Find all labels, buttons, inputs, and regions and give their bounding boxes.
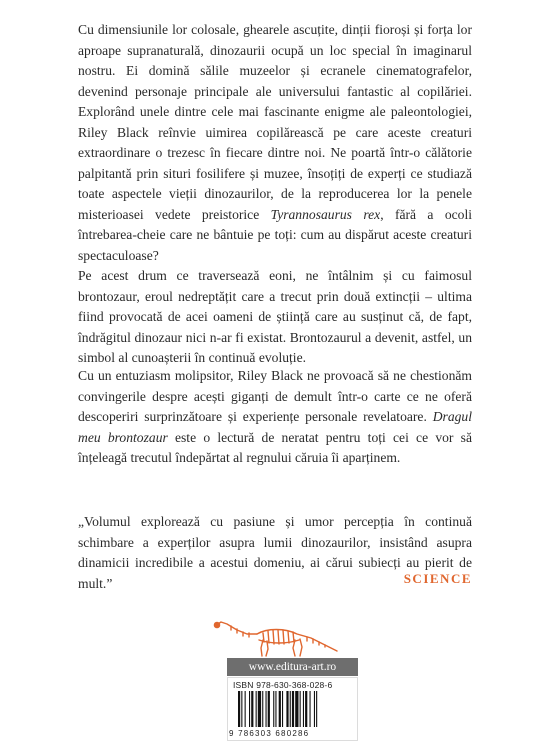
isbn-label: ISBN 978-630-368-028-6 (233, 680, 333, 690)
quote-source: SCIENCE (403, 571, 472, 586)
paragraph-1-italic: Tyrannosaurus rex (270, 206, 381, 222)
paragraph-1-text: Cu dimensiunile lor colosale, ghearele ascuțite, dinții fioroși și forța lor aproape supranaturală, dinozaurii ocupă un loc special în imaginarul nostru. Ei domină sălile muzeelor și ecranele cinematografelor, devenind personaje principale ale universului fantastic al copilăriei. Explorând unele dintre cele mai fascinante enigme ale paleontologiei, Riley Black reînvie uimirea copilărească pe care aceste creaturi extraordinare o trezesc în fiecare dintre noi. Ne poartă într-o călătorie palpitantă prin situri fosilifere și muzee, însoțiți de experți ce studiază toate aspectele vieții dinozaurilor, de la reproducerea lor la penele misterioasei vedete preistorice (78, 22, 472, 222)
description-paragraph-1 (78, 20, 472, 266)
barcode-digits: 9 786303 680286 (229, 729, 310, 738)
description-paragraph-3 (78, 366, 472, 469)
quote-text: „Volumul explorează cu pasiune și umor percepția în continuă schimbare a experților asupra lumii dinozaurilor, insistând asupra dinamicii incredibile a acestui domeniu, ai cărui subiecți au pierit de mult.” (78, 514, 472, 591)
barcode-icon (236, 691, 352, 729)
publisher-website: www.editura-art.ro (227, 658, 358, 676)
paragraph-3-text: Cu un entuziasm molipsitor, Riley Black ne provoacă să ne chestionăm convingerile despre acești giganți de demult într-o carte ce ne oferă descoperiri surprinzătoare și experiențe personale revelatoare. (78, 368, 472, 424)
paragraph-3-end: este o lectură de neratat pentru toți cei ce vor să înțeleagă trecutul îndepărtat al regnului căruia îi aparținem. (78, 429, 472, 465)
description-paragraph-2 (78, 266, 472, 369)
paragraph-1-end: , fără a ocoli întrebarea-cheie care ne bântuie pe toți: cum au dispărut aceste creaturi spectaculoase? (78, 206, 473, 263)
paragraph-2-text: Pe acest drum ce traversează eoni, ne întâlnim și cu faimosul brontozaur, eroul nedreptățit care a trecut prin două extincții – ultima fiind provocată de acei oameni de știință care au susținut că, de fapt, îndrăgitul dinozaur nici n-ar fi existat. Brontozaurul a devenit, astfel, un simbol al cunoașterii în continuă evoluție. (78, 268, 472, 365)
brontosaurus-skeleton-icon (207, 616, 339, 658)
paragraph-3-italic: Dragul meu brontozaur (78, 409, 472, 445)
